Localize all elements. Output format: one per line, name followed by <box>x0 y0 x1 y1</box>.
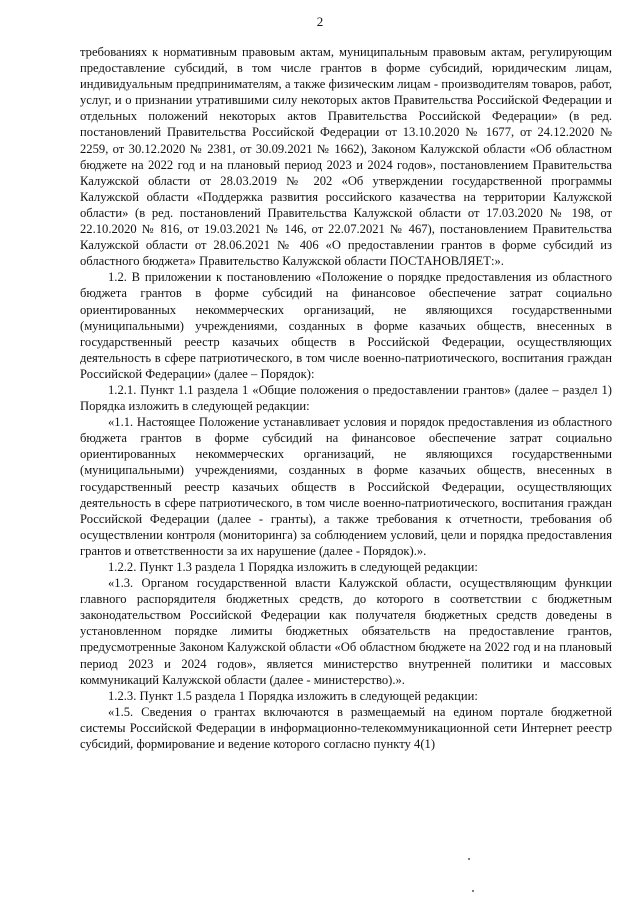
scan-speck <box>468 858 470 860</box>
paragraph-1-2-2: 1.2.2. Пункт 1.3 раздела 1 Порядка изложить в следующей редакции: <box>108 560 478 574</box>
paragraph-1-2: 1.2. В приложении к постановлению «Положение о порядке предоставления из областного бюджета грантов в форме субсидий на финансовое обеспечение затрат социально ориентированных некоммерческих организаций, не являющихся государственными (муниципальными) учреждениями, созданных в форме казачьих обществ, внесенных в государственный реестр казачьих обществ в Российской Федерации, осуществляющих деятельность в сфере патриотического, в том числе военно-патриотического, воспитания граждан Российской Федерации» (далее – Порядок): <box>80 270 612 381</box>
scan-speck <box>472 890 474 892</box>
paragraph-quote-1-1: «1.1. Настоящее Положение устанавливает условия и порядок предоставления из областного бюджета грантов в форме субсидий на финансовое обеспечение затрат социально ориентированных некоммерческих организаций, не являющихся государственными (муниципальными) учреждениями, созданных в форме казачьих обществ, внесенных в государственный реестр казачьих обществ в Российской Федерации, осуществляющих деятельность в сфере патриотического, в том числе военно-патриотического, воспитания граждан Российской Федерации (далее - гранты), а также требования к отчетности, требования об осуществлении контроля (мониторинга) за соблюдением условий, цели и порядка предоставления грантов и ответственности за их нарушение (далее - Порядок).». <box>80 415 612 558</box>
page-number: 2 <box>316 14 324 29</box>
paragraph-quote-1-5: «1.5. Сведения о грантах включаются в размещаемый на едином портале бюджетной системы Российской Федерации в информационно-телекоммуникационной сети Интернет реестр субсидий, формирование и ведение которого согласно пункту 4(1) <box>80 704 612 752</box>
paragraph-1-2-3: 1.2.3. Пункт 1.5 раздела 1 Порядка изложить в следующей редакции: <box>108 688 478 703</box>
paragraph-quote-1-3: «1.3. Органом государственной власти Калужской области, осуществляющим функции главного распорядителя бюджетных средств, до которого в соответствии с бюджетным законодательством Российской Федерации как получателя бюджетных средств доведены в установленном порядке лимиты бюджетных обязательств на предоставление грантов, предусмотренные Законом Калужской области «Об областном бюджете на 2022 год и на плановый период 2023 и 2024 годов», является министерство внутренней политики и массовых коммуникаций Калужской области (далее - министерство).». <box>80 576 612 687</box>
document-body <box>80 44 612 752</box>
paragraph-1-2-1: 1.2.1. Пункт 1.1 раздела 1 «Общие положения о предоставлении грантов» (далее – раздел 1) Порядка изложить в следующей редакции: <box>80 382 612 414</box>
paragraph-continuation: требованиях к нормативным правовым актам, муниципальным правовым актам, регулирующим предоставление субсидий, в том числе грантов в форме субсидий, юридическим лицам, индивидуальным предпринимателям, а также физическим лицам - производителям товаров, работ, услуг, и о признании утратившими силу некоторых актов Правительства Российской Федерации и отдельных положений некоторых актов Правительства Российской Федерации» (в ред. постановлений Правительства Российской Федерации от 13.10.2020 № 1677, от 24.12.2020 № 2259, от 30.12.2020 № 2381, от 30.09.2021 № 1662), Законом Калужской области «Об областном бюджете на 2022 год и на плановый период 2023 и 2024 годов», постановлением Правительства Калужской области от 28.03.2019 № 202 «Об утверждении государственной программы Калужской области «Поддержка развития российского казачества на территории Калужской области» (в ред. постановлений Правительства Калужской области от 17.03.2020 № 198, от 22.10.2020 № 816, от 19.03.2021 № 146, от 22.07.2021 № 467), постановлением Правительства Калужской области от 28.06.2021 № 406 «О предоставлении грантов в форме субсидий из областного бюджета» Правительство Калужской области ПОСТАНОВЛЯЕТ:». <box>80 45 612 269</box>
